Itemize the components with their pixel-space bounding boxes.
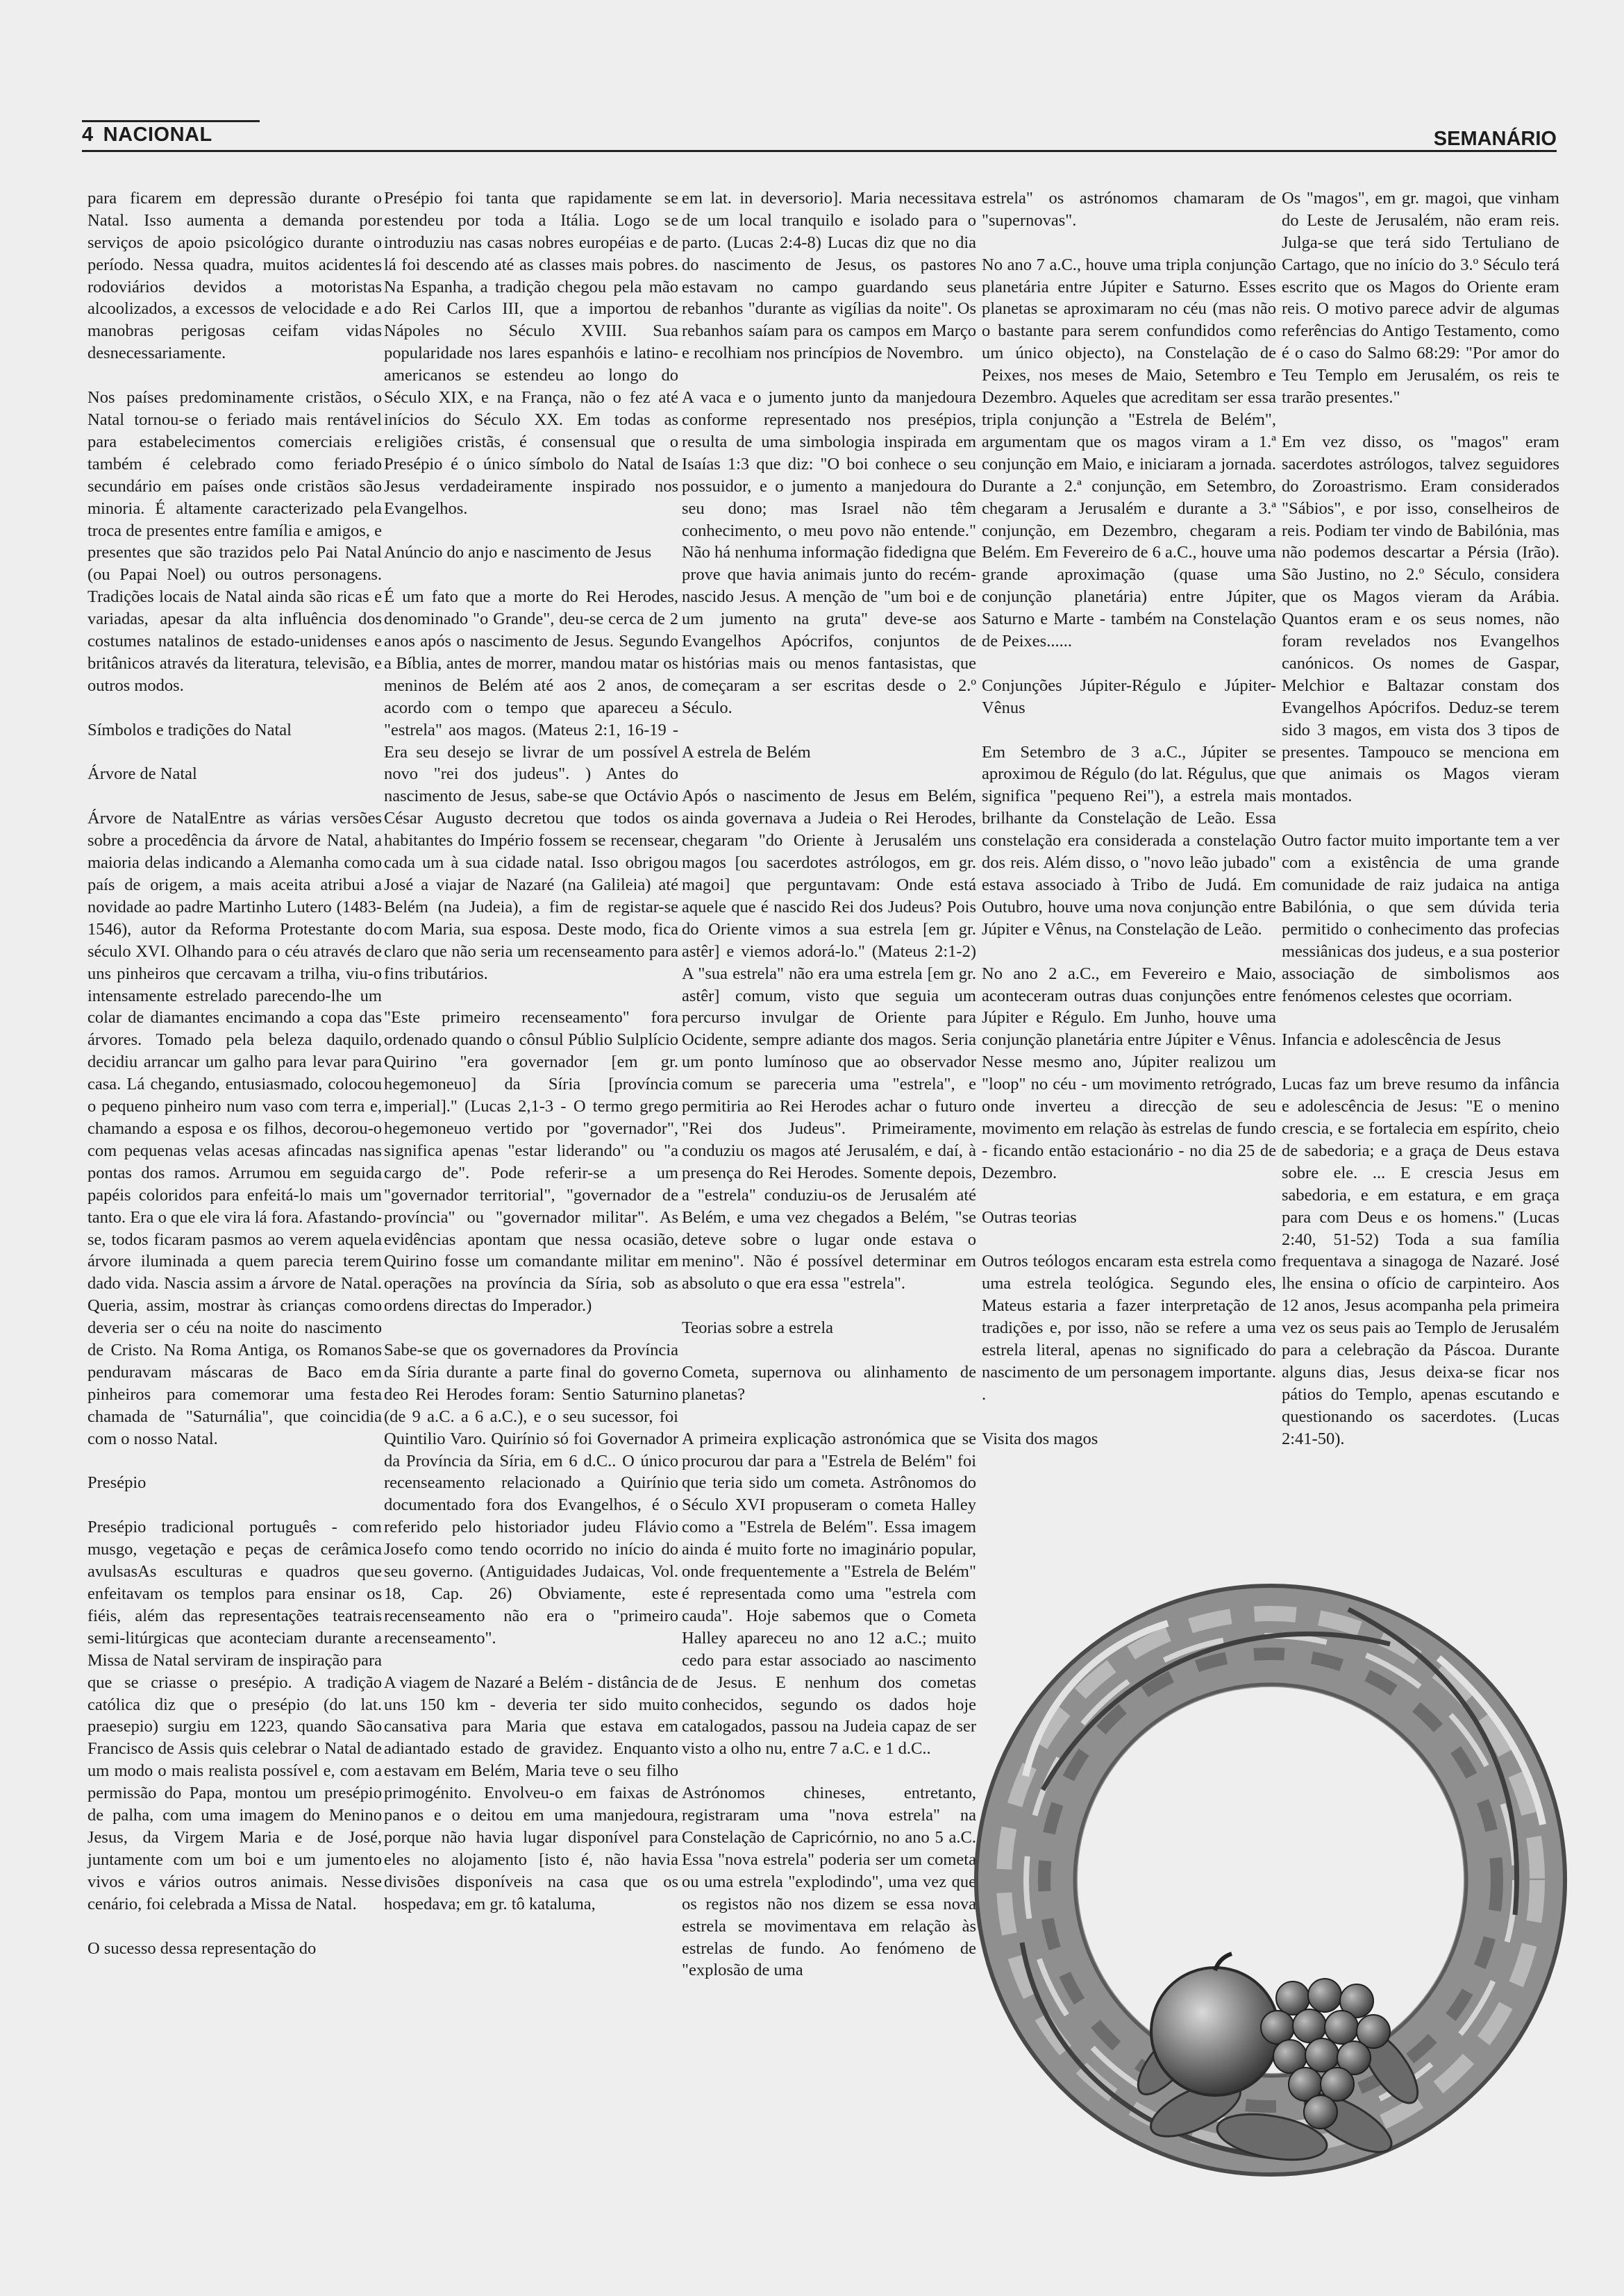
article-column-4	[982, 165, 1276, 1472]
article-column-2	[384, 165, 678, 1938]
paragraph: Lucas faz um breve resumo da infância e adolescência de Jesus: "E o menino crescia, e se fortalecia em espírito, cheio de sabedoria; e a graça de Deus estava sobre ele. ... E crescia Jesus em sabedoria, e em estatura, e em graça para com Deus e os homens." (Lucas 2:40, 51-52) Toda a sua família frequentava a sinagoga de Nazaré. José lhe ensina o ofício de carpinteiro. Aos 12 anos, Jesus acompanha pela primeira vez os seus pais ao Templo de Jerusalém para a celebração da Páscoa. Durante alguns dias, Jesus deixa-se ficar nos pátios do Templo, apenas escutando e questionando os sacerdotes. (Lucas 2:41-50).	[1282, 1075, 1559, 1448]
apple-ornament	[1151, 1954, 1279, 2095]
subheading: Conjunções Júpiter-Régulo e Júpiter-Vênus	[982, 676, 1276, 717]
paragraph: A primeira explicação astronómica que se procurou dar para a "Estrela de Belém" foi que teria sido um cometa. Astrônomos do Século XVI propuseram o cometa Halley como a "Estrela de Belém". Essa imagem ainda é muito forte no imaginário popular, onde frequentemente a "Estrela de Belém" é representada como uma "estrela com cauda". Hoje sabemos que o Cometa Halley apareceu no ano 12 a.C.; muito cedo para estar associado ao nascimento de Jesus. E nenhum dos cometas conhecidos, segundo os dados hoje catalogados, passou na Judeia capaz de ser visto a olho nu, entre 7 a.C. e 1 d.C..	[682, 1429, 976, 1759]
wreath-ring	[976, 1586, 1565, 2175]
article-column-5	[1282, 165, 1559, 1472]
article-column-1	[87, 165, 382, 1981]
paragraph: Presépio foi tanta que rapidamente se estendeu por toda a Itália. Logo se introduziu nas casas nobres européias e de lá foi descendo até as classes mais pobres. Na Espanha, a tradição chegou pela mão do Rei Carlos III, que a importou de Nápoles no Século XVIII. Sua popularidade nos lares espanhóis e latino-americanos se estendeu ao longo do Século XIX, e na França, não o fez até inícios do Século XX. Em todas as religiões cristãs, é consensual que o Presépio é o único símbolo do Natal de Jesus verdadeiramente inspirado nos Evangelhos.	[384, 188, 678, 518]
paragraph: Nos países predominamente cristãos, o Natal tornou-se o feriado mais rentável para estabelecimentos comerciais e também é celebrado como feriado secundário em países onde cristãos são minoria. É altamente caracterizado pela troca de presentes entre família e amigos, e presentes que são trazidos pelo Pai Natal (ou Papai Noel) ou outros personagens. Tradições locais de Natal ainda são ricas e variadas, apesar da alta influência dos costumes natalinos de estado-unidenses e britânicos através da literatura, televisão, e outros modos.	[87, 388, 382, 695]
paragraph: em lat. in deversorio]. Maria necessitava de um local tranquilo e isolado para o parto. (Lucas 2:4-8) Lucas diz que no dia do nascimento de Jesus, os pastores estavam no campo guardando seus rebanhos "durante as vigílias da noite". Os rebanhos saíam para os campos em Março e recolhiam nos princípios de Novembro.	[682, 188, 976, 363]
subheading: Presépio	[87, 1473, 147, 1493]
header-rule	[82, 150, 1557, 152]
paragraph: No ano 2 a.C., em Fevereiro e Maio, aconteceram outras duas conjunções entre Júpiter e Régulo. Em Junho, houve uma conjunção planetária entre Júpiter e Vênus. Nesse mesmo ano, Júpiter realizou um "loop" no céu - um movimento retrógrado, onde inverteu a direcção de seu movimento em relação às estrelas de fundo - ficando então estacionário - no dia 25 de Dezembro.	[982, 964, 1276, 1182]
section-heading	[82, 124, 212, 146]
paragraph: Após o nascimento de Jesus em Belém, ainda governava a Judeia o Rei Herodes, chegaram "do Oriente à Jerusalém uns magos [ou sacerdotes astrólogos, em gr. magoi] que perguntavam: Onde está aquele que é nascido Rei dos Judeus? Pois do Oriente vimos a sua estrela [em gr. astêr] e viemos adorá-lo." (Mateus 2:1-2) A "sua estrela" não era uma estrela [em gr. astêr] comum, visto que seguia um percurso invulgar de Oriente para Ocidente, sempre adiante dos magos. Seria um ponto lumínoso que ao observador comum se pareceria uma "estrela", e permitiria ao Rei Herodes achar o futuro "Rei dos Judeus". Primeiramente, conduziu os magos até Jerusalém, e daí, à presença do Rei Herodes. Somente depois, a "estrela" conduziu-os de Jerusalém até Belém, e uma vez chegados a Belém, "se deteve sobre o lugar onde estava o menino". Não é possível determinar em absoluto o que era essa "estrela".	[682, 787, 976, 1293]
section-name: NACIONAL	[103, 124, 212, 146]
paragraph: A vaca e o jumento junto da manjedoura conforme representado nos presépios, resulta de uma simbologia inspirada em Isaías 1:3 que diz: "O boi conhece o seu possuidor, e o jumento a manjedoura do seu dono; mas Israel não têm conhecimento, o meu povo não entende." Não há nenhuma informação fidedigna que prove que havia animais junto do recém-nascido Jesus. A menção de "um boi e de um jumento na gruta" deve-se aos Evangelhos Apócrifos, conjuntos de histórias mais ou menos fantasistas, que começaram a ser escritas desde o 2.º Século.	[682, 388, 976, 717]
subheading: Árvore de Natal	[87, 764, 197, 784]
christmas-wreath-illustration	[960, 1582, 1579, 2191]
header-top-rule	[82, 120, 260, 122]
paragraph: A viagem de Nazaré a Belém - distância de uns 150 km - deveria ter sido muito cansativa para Maria que estava em adiantado estado de gravidez. Enquanto estavam em Belém, Maria teve o seu filho primogénito. Envolveu-o em faixas de panos e o deitou em uma manjedoura, porque não havia lugar disponível para eles no alojamento [isto é, não havia divisões disponíveis na casa que os hospedava; em gr. tô kataluma,	[384, 1673, 678, 1913]
article-column-3	[682, 165, 976, 2004]
subheading: Símbolos e tradições do Natal	[87, 720, 292, 739]
paragraph: Astrónomos chineses, entretanto, registraram uma "nova estrela" na Constelação de Capricórnio, no ano 5 a.C. Essa "nova estrela" poderia ser um cometa ou uma estrela "explodindo", uma vez que os registos não nos dizem se essa nova estrela se movimentava em relação às estrelas de fundo. Ao fenómeno de "explosão de uma	[682, 1784, 976, 1980]
paragraph: É um fato que a morte do Rei Herodes, denominado "o Grande", deu-se cerca de 2 anos após o nascimento de Jesus. Segundo a Bíblia, antes de morrer, mandou matar os meninos de Belém até aos 2 anos, de acordo com o tempo que apareceu a "estrela" aos magos. (Mateus 2:1, 16-19 - Era seu desejo se livrar de um possível novo "rei dos judeus". ) Antes do nascimento de Jesus, sabe-se que Octávio César Augusto decretou que todos os habitantes do Império fossem se recensear, cada um à sua cidade natal. Isso obrigou José a viajar de Nazaré (na Galileia) até Belém (na Judeia), a fim de registar-se com Maria, sua esposa. Deste modo, fica claro que não seria um recenseamento para fins tributários.	[384, 587, 678, 983]
paragraph: estrela" os astrónomos chamaram de "supernovas".	[982, 188, 1276, 230]
paragraph: Outros teólogos encaram esta estrela como uma estrela teológica. Segundo eles, Mateus estaria a fazer interpretação de tradições e, por isso, não se refere a uma estrela literal, apenas no significado do nascimento de um personagem importante. .	[982, 1252, 1276, 1404]
page-header	[82, 111, 1557, 150]
publication-name: SEMANÁRIO	[1433, 128, 1557, 150]
paragraph: O sucesso dessa representação do	[87, 1938, 317, 1958]
paragraph: Árvore de NatalEntre as várias versões sobre a procedência da árvore de Natal, a maioria delas indicando a Alemanha como país de origem, a mais aceita atribui a novidade ao padre Martinho Lutero (1483-1546), autor da Reforma Protestante do século XVI. Olhando para o céu através de uns pinheiros que cercavam a trilha, viu-o intensamente estrelado parecendo-lhe um colar de diamantes encimando a copa das árvores. Tomado pela beleza daquilo, decidiu arrancar um galho para levar para casa. Lá chegando, entusiasmado, colocou o pequeno pinheiro num vaso com terra e, chamando a esposa e os filhos, decorou-o com pequenas velas acesas afincadas nas pontas dos ramos. Arrumou em seguida papéis coloridos para enfeitá-lo mais um tanto. Era o que ele vira lá fora. Afastando-se, todos ficaram pasmos ao verem aquela árvore iluminada a quem parecia terem dado vida. Nascia assim a árvore de Natal. Queria, assim, mostrar às crianças como deveria ser o céu na noite do nascimento de Cristo. Na Roma Antiga, os Romanos penduravam máscaras de Baco em pinheiros para comemorar uma festa chamada de "Saturnália", que coincidia com o nosso Natal.	[87, 809, 382, 1448]
subheading: Anúncio do anjo e nascimento de Jesus	[384, 543, 652, 562]
paragraph: "Este primeiro recenseamento" fora ordenado quando o cônsul Públio Sulplício Quirino "era governador [em gr. hegemoneuo] da Síria [província imperial]." (Lucas 2,1-3 - O termo grego hegemoneuo vertido por "governador", significa apenas "estar liderando" ou "a cargo de". Pode referir-se a um "governador territorial", "governador de província" ou "governador militar". As evidências apontam que nessa ocasião, Quirino fosse um comandante militar em operações na província da Síria, sob as ordens directas do Imperador.)	[384, 1008, 678, 1316]
paragraph: No ano 7 a.C., houve uma tripla conjunção planetária entre Júpiter e Saturno. Esses planetas se aproximaram no céu (mas não o bastante para serem confundidos como um único objecto), na Constelação de Peixes, nos meses de Maio, Setembro e Dezembro. Aqueles que acreditam ser essa tripla conjunção a "Estrela de Belém", argumentam que os magos viram a 1.ª conjunção em Maio, e iniciaram a jornada. Durante a 2.ª conjunção, em Setembro, chegaram a Jerusalém e durante a 3.ª conjunção, em Dezembro, chegaram a Belém. Em Fevereiro de 6 a.C., houve uma grande aproximação (quase uma conjunção planetária) entre Júpiter, Saturno e Marte - também na Constelação de Peixes......	[982, 255, 1276, 651]
paragraph: Em Setembro de 3 a.C., Júpiter se aproximou de Régulo (do lat. Régulus, que significa "pequeno Rei"), a estrela mais brilhante da Constelação de Leão. Essa constelação era considerada a constelação dos reis. Além disso, o "novo leão jubado" estava associado à Tribo de Judá. Em Outubro, houve uma nova conjunção entre Júpiter e Vênus, na Constelação de Leão.	[982, 742, 1276, 939]
subheading: Outras teorias	[982, 1207, 1077, 1227]
subheading: Cometa, supernova ou alinhamento de planetas?	[682, 1362, 976, 1404]
paragraph: Outro factor muito importante tem a ver com a existência de uma grande comunidade de raiz judaica na antiga Babilónia, o que sem dúvida teria permitido o conhecimento das profecias messiânicas dos judeus, e a sua posterior associação de simbolismos aos fenómenos celestes que ocorriam.	[1282, 831, 1559, 1005]
paragraph: para ficarem em depressão durante o Natal. Isso aumenta a demanda por serviços de apoio psicológico durante o período. Nessa quadra, muitos acidentes rodoviários devidos a motoristas alcoolizados, a excessos de velocidade e a manobras perigosas ceifam vidas desnecessariamente.	[87, 188, 382, 363]
paragraph: Os "magos", em gr. magoi, que vinham do Leste de Jerusalém, não eram reis. Julga-se que terá sido Tertuliano de Cartago, que no início do 3.º Século terá escrito que os Magos do Oriente eram reis. O motivo parece advir de algumas referências do Antigo Testamento, como é o caso do Salmo 68:29: "Por amor do Teu Templo em Jerusalém, os reis te trarão presentes."	[1282, 188, 1559, 408]
paragraph: Presépio tradicional português - com musgo, vegetação e peças de cerâmica avulsasAs esculturas e quadros que enfeitavam os templos para ensinar os fiéis, além das representações teatrais semi-litúrgicas que aconteciam durante a Missa de Natal serviram de inspiração para que se criasse o presépio. A tradição católica diz que o presépio (do lat. praesepio) surgiu em 1223, quando São Francisco de Assis quis celebrar o Natal de um modo o mais realista possível e, com a permissão do Papa, montou um presépio de palha, com uma imagem do Menino Jesus, da Virgem Maria e de José, juntamente com um boi e um jumento vivos e vários outros animais. Nesse cenário, foi celebrada a Missa de Natal.	[87, 1518, 382, 1913]
subheading: Infancia e adolescência de Jesus	[1282, 1030, 1501, 1050]
page-number: 4	[82, 124, 94, 146]
paragraph: Sabe-se que os governadores da Província da Síria durante a parte final do governo deo Rei Herodes foram: Sentio Saturnino (de 9 a.C. a 6 a.C.), e o seu sucessor, foi Quintilio Varo. Quirínio só foi Governador da Província da Síria, em 6 d.C.. O único recenseamento relacionado a Quirínio documentado fora dos Evangelhos, é o referido pelo historiador judeu Flávio Josefo como tendo ocorrido no início do seu governo. (Antiguidades Judaicas, Vol. 18, Cap. 26) Obviamente, este recenseamento não era o "primeiro recenseamento".	[384, 1341, 678, 1648]
subheading: Visita dos magos	[982, 1429, 1098, 1448]
subheading: Teorias sobre a estrela	[682, 1318, 833, 1338]
paragraph: Em vez disso, os "magos" eram sacerdotes astrólogos, talvez seguidores do Zoroastrismo. Eram considerados "Sábios", e por isso, conselheiros de reis. Podiam ter vindo de Babilónia, mas não podemos descartar a Pérsia (Irão). São Justino, no 2.º Século, considera que os Magos vieram da Arábia. Quantos eram e os seus nomes, não foram revelados nos Evangelhos canónicos. Os nomes de Gaspar, Melchior e Baltazar constam dos Evangelhos Apócrifos. Deduz-se terem sido 3 magos, em vista dos 3 tipos de presentes. Tampouco se menciona em que animais os Magos vieram montados.	[1282, 432, 1559, 806]
subheading: A estrela de Belém	[682, 742, 811, 762]
